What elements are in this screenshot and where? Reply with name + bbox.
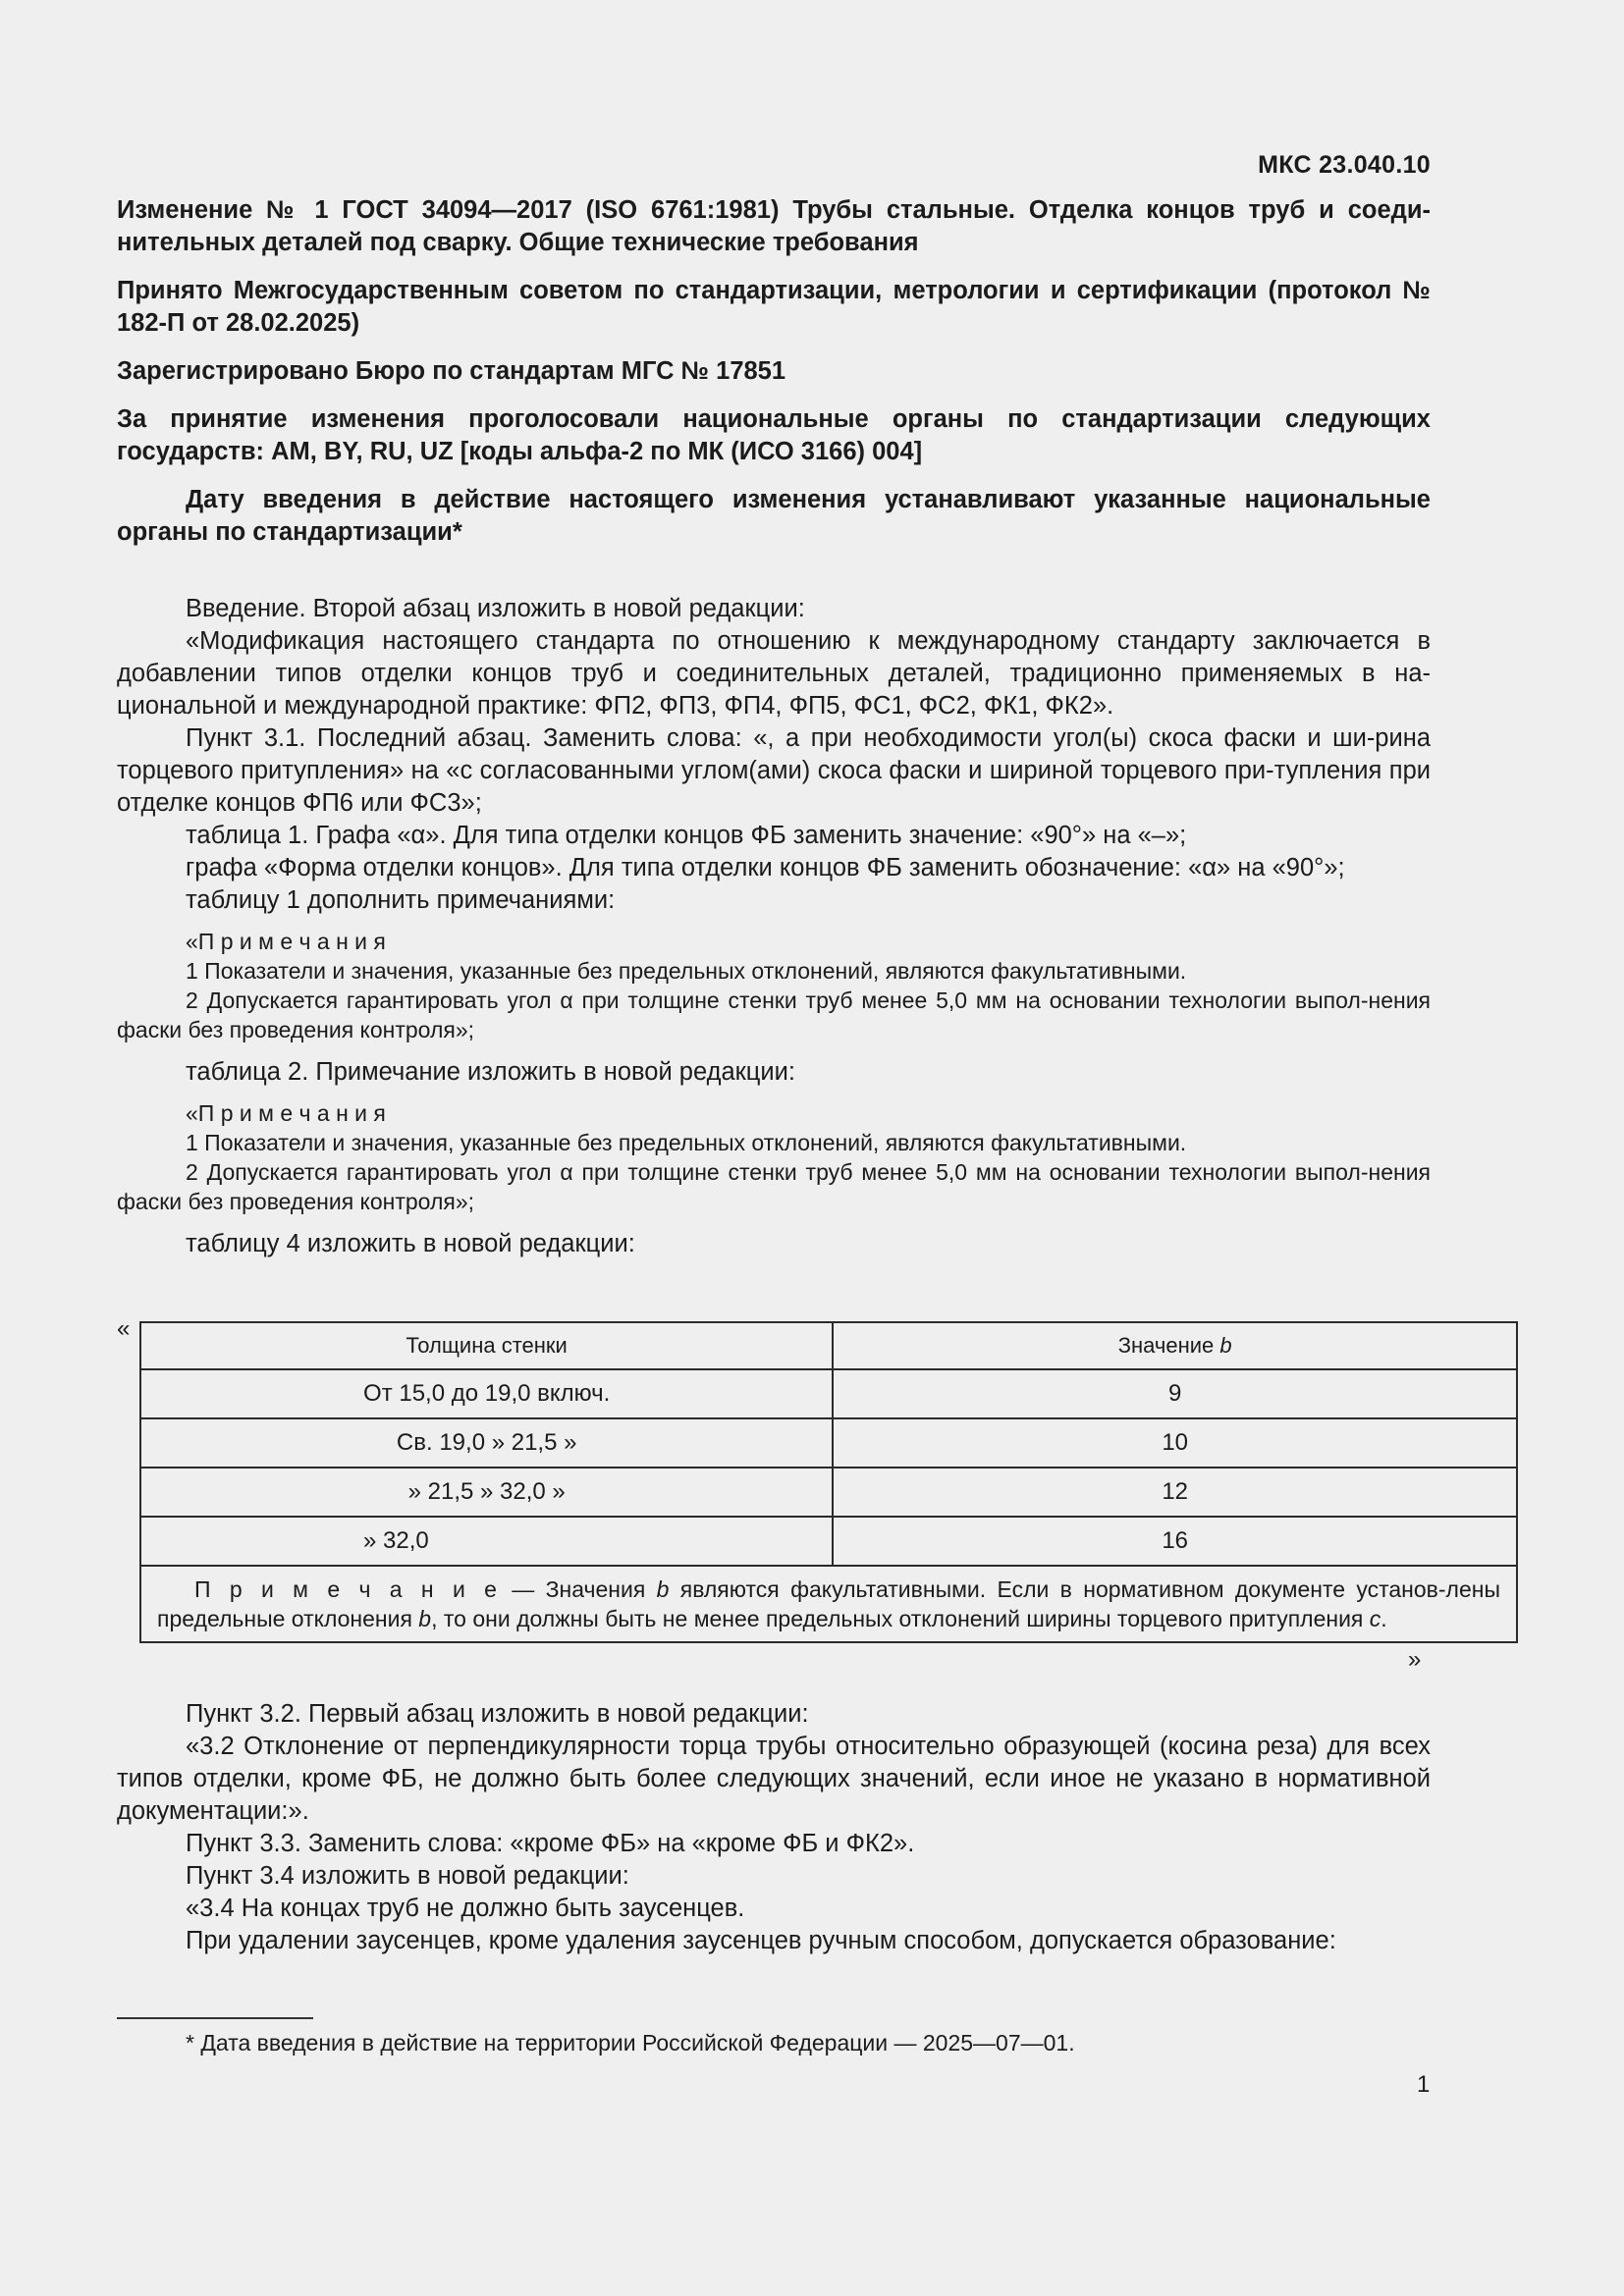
- document-header: [117, 194, 1431, 549]
- notes-title: «П р и м е ч а н и я: [186, 929, 386, 954]
- paragraph: «Модификация настоящего стандарта по отношению к международному стандарту заключается в добавлении типов отделки концов труб и соединительных деталей, традиционно применяемых в на-циональной и международной практике: ФП2, ФП3, ФП4, ФП5, ФС1, ФС2, ФК1, ФК2».: [117, 627, 1431, 720]
- effective-date-statement: Дату введения в действие настоящего изменения устанавливают указанные национальные органы по стандартизации*: [117, 486, 1431, 546]
- paragraph: таблица 2. Примечание изложить в новой редакции:: [186, 1058, 795, 1086]
- notes-block-1: [117, 927, 1431, 1044]
- value-cell: 10: [833, 1418, 1517, 1468]
- table-note: П р и м е ч а н и е — Значения b являются факультативными. Если в нормативном документе установ-лены предельные отклонения b, то они должны быть не менее предельных отклонений ширины торцевого притупления c.: [140, 1566, 1517, 1642]
- registered-statement: Зарегистрировано Бюро по стандартам МГС № 17851: [117, 357, 786, 385]
- paragraph: Пункт 3.1. Последний абзац. Заменить слова: «, а при необходимости угол(ы) скоса фаски и ши-рина торцевого притупления» на «с согласованными углом(ами) скоса фаски и шириной торцевого при-тупления при отделке концов ФП6 или ФС3»;: [117, 724, 1431, 817]
- paragraph: Пункт 3.2. Первый абзац изложить в новой редакции:: [186, 1700, 809, 1728]
- column-header-value: Значение b: [833, 1322, 1517, 1369]
- table-header-row: [140, 1322, 1517, 1369]
- amendment-body-bottom: [117, 1698, 1431, 1957]
- table-row: [140, 1369, 1517, 1418]
- thickness-cell: » 32,0: [140, 1517, 833, 1566]
- paragraph: При удалении заусенцев, кроме удаления заусенцев ручным способом, допускается образование:: [186, 1927, 1336, 1954]
- thickness-cell: » 21,5 » 32,0 »: [140, 1468, 833, 1517]
- column-header-thickness: Толщина стенки: [140, 1322, 833, 1369]
- footnote: * Дата введения в действие на территории Российской Федерации — 2025—07—01.: [186, 2030, 1075, 2056]
- paragraph: «3.2 Отклонение от перпендикулярности торца трубы относительно образующей (косина реза) для всех типов отделки, кроме ФБ, не должно быть более следующих значений, если иное не указано в нормативной документации:».: [117, 1733, 1431, 1825]
- note-item: 1 Показатели и значения, указанные без предельных отклонений, являются факультативными.: [186, 958, 1187, 984]
- close-quote: »: [1408, 1646, 1422, 1673]
- amendment-title: Изменение № 1 ГОСТ 34094—2017 (ISO 6761:1981) Трубы стальные. Отделка концов труб и соеди-нительных деталей под сварку. Общие технические требования: [117, 196, 1431, 256]
- table-row: [140, 1418, 1517, 1468]
- value-cell: 12: [833, 1468, 1517, 1517]
- paragraph: «3.4 На концах труб не должно быть заусенцев.: [186, 1895, 745, 1922]
- notes-block-2: [117, 1098, 1431, 1216]
- amendment-body-top: [117, 593, 1431, 1260]
- note-item: 2 Допускается гарантировать угол α при толщине стенки труб менее 5,0 мм на основании технологии выпол-нения фаски без проведения контроля»;: [117, 1159, 1431, 1214]
- page-number: 1: [1417, 2071, 1431, 2098]
- mks-code: МКС 23.040.10: [1258, 151, 1431, 179]
- notes-title: «П р и м е ч а н и я: [186, 1100, 386, 1126]
- table-note-row: [140, 1566, 1517, 1642]
- adopted-statement: Принято Межгосударственным советом по стандартизации, метрологии и сертификации (протокол № 182-П от 28.02.2025): [117, 277, 1431, 337]
- table-row: [140, 1517, 1517, 1566]
- paragraph: таблицу 4 изложить в новой редакции:: [186, 1230, 635, 1257]
- note-item: 2 Допускается гарантировать угол α при толщине стенки труб менее 5,0 мм на основании технологии выпол-нения фаски без проведения контроля»;: [117, 988, 1431, 1042]
- voted-statement: За принятие изменения проголосовали национальные органы по стандартизации следующих государств: AM, BY, RU, UZ [коды альфа-2 по МК (ИСО 3166) 004]: [117, 405, 1431, 465]
- wall-thickness-table: [139, 1321, 1518, 1643]
- footnote-separator: [117, 2017, 313, 2019]
- value-cell: 9: [833, 1369, 1517, 1418]
- value-cell: 16: [833, 1517, 1517, 1566]
- open-quote: «: [117, 1315, 131, 1342]
- paragraph: таблицу 1 дополнить примечаниями:: [186, 886, 616, 914]
- note-item: 1 Показатели и значения, указанные без предельных отклонений, являются факультативными.: [186, 1130, 1187, 1155]
- paragraph: Пункт 3.4 изложить в новой редакции:: [186, 1862, 629, 1890]
- paragraph: таблица 1. Графа «α». Для типа отделки концов ФБ заменить значение: «90°» на «–»;: [186, 822, 1187, 849]
- table-row: [140, 1468, 1517, 1517]
- thickness-cell: От 15,0 до 19,0 включ.: [140, 1369, 833, 1418]
- paragraph: графа «Форма отделки концов». Для типа отделки концов ФБ заменить обозначение: «α» на «90°»;: [186, 854, 1345, 881]
- paragraph: Введение. Второй абзац изложить в новой редакции:: [186, 595, 805, 622]
- paragraph: Пункт 3.3. Заменить слова: «кроме ФБ» на «кроме ФБ и ФК2».: [186, 1830, 915, 1857]
- thickness-cell: Св. 19,0 » 21,5 »: [140, 1418, 833, 1468]
